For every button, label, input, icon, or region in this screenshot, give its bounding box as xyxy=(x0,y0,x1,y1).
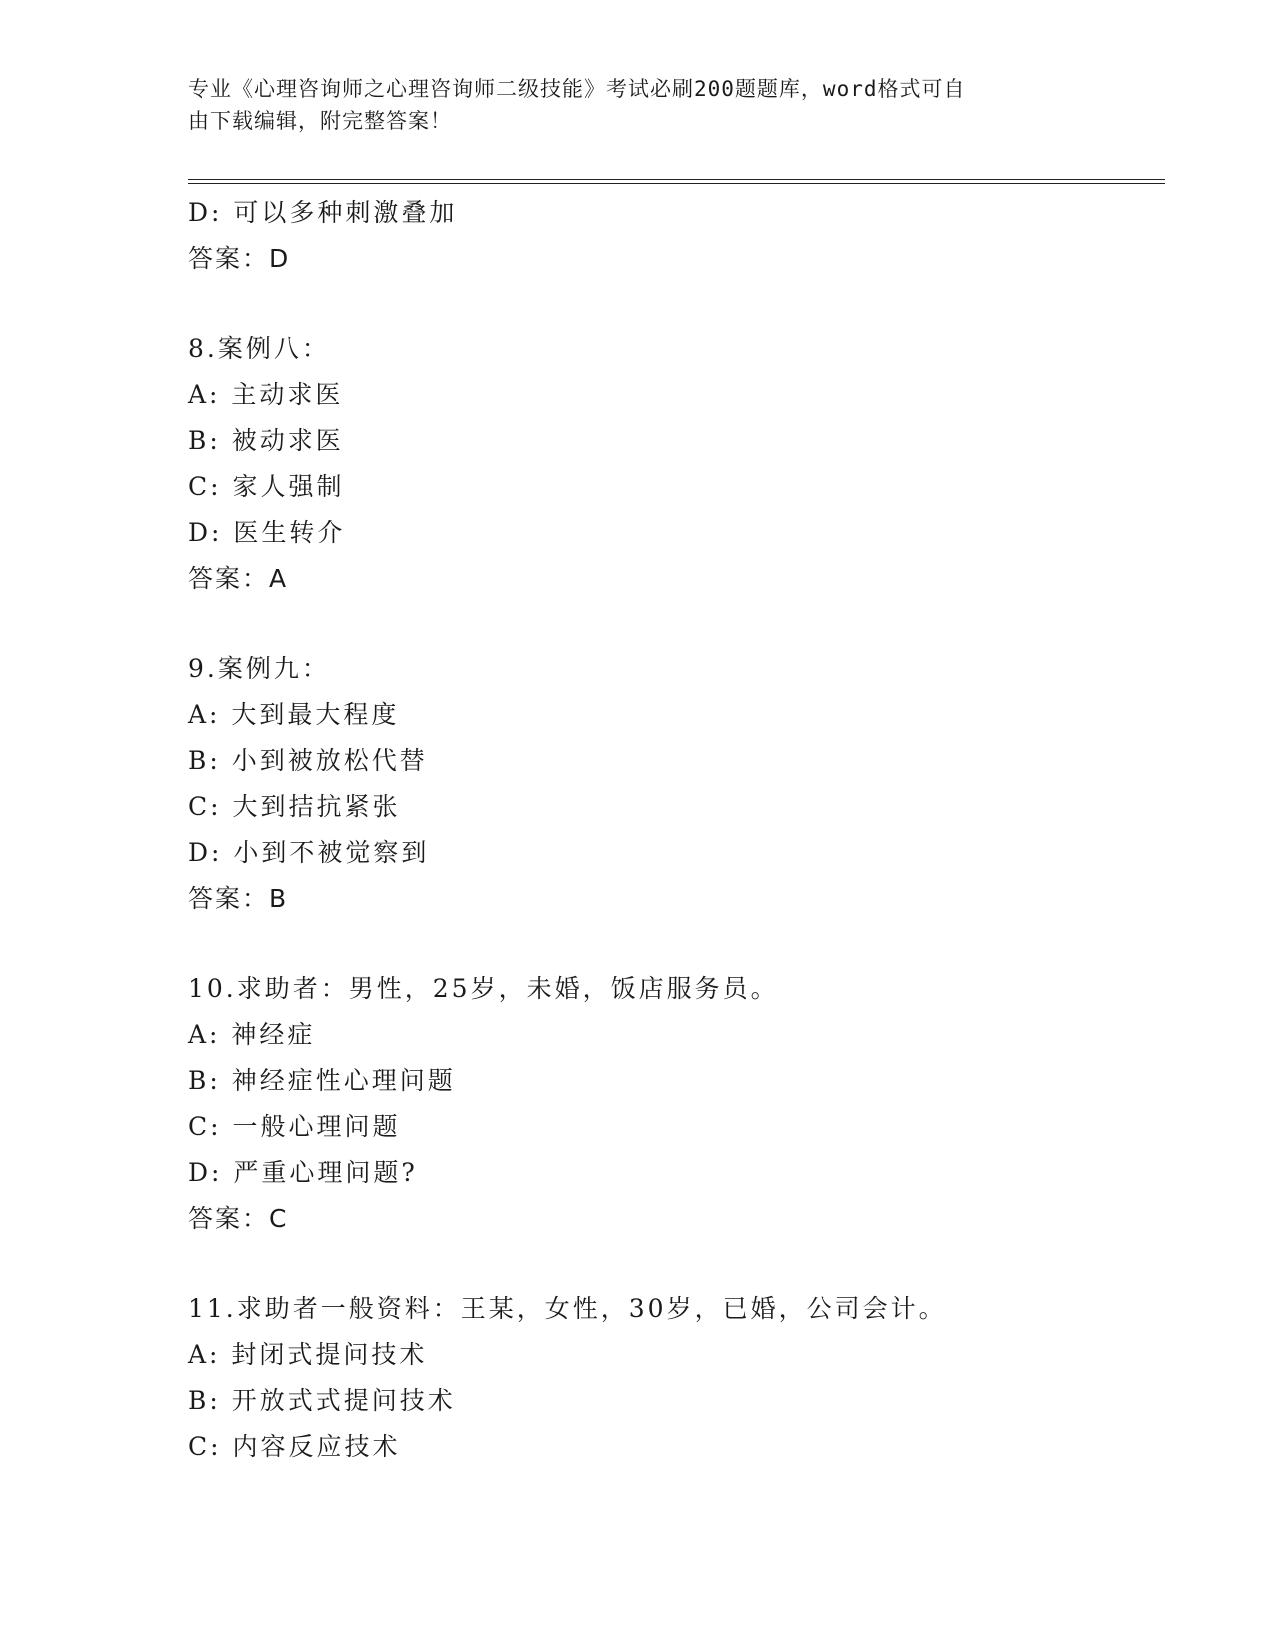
option-c: C: 一般心理问题 xyxy=(188,1112,401,1141)
option-a: A: 封闭式提问技术 xyxy=(188,1340,428,1369)
question-stem: 11.求助者一般资料：王某，女性，30岁，已婚，公司会计。 xyxy=(188,1294,947,1323)
spacer xyxy=(188,922,1165,966)
option-d: D: 小到不被觉察到 xyxy=(188,838,430,867)
spacer xyxy=(188,602,1165,646)
answer: 答案：D xyxy=(188,244,291,273)
option-a: A: 大到最大程度 xyxy=(188,700,400,729)
option-d: D: 严重心理问题? xyxy=(188,1158,418,1187)
question-stem: 8.案例八： xyxy=(188,334,330,363)
option-c: C: 内容反应技术 xyxy=(188,1432,401,1461)
option-c: C: 家人强制 xyxy=(188,472,345,501)
option-d: D: 医生转介 xyxy=(188,518,346,547)
option-b: B: 小到被放松代替 xyxy=(188,746,428,775)
question-stem: 9.案例九： xyxy=(188,654,330,683)
answer: 答案：B xyxy=(188,884,289,913)
option-b: B: 开放式式提问技术 xyxy=(188,1386,456,1415)
option-a: A: 主动求医 xyxy=(188,380,344,409)
header-title-line-1: 专业《心理咨询师之心理咨询师二级技能》考试必刷200题题库，word格式可自 xyxy=(188,77,966,101)
header-title-line-2: 由下载编辑，附完整答案！ xyxy=(188,109,452,133)
option-d: D: 可以多种刺激叠加 xyxy=(188,198,458,227)
option-c: C: 大到拮抗紧张 xyxy=(188,792,401,821)
spacer xyxy=(188,282,1165,326)
spacer xyxy=(188,1242,1165,1286)
header-divider xyxy=(188,179,1165,184)
document-header xyxy=(188,73,1068,137)
answer: 答案：A xyxy=(188,564,289,593)
option-b: B: 神经症性心理问题 xyxy=(188,1066,456,1095)
option-b: B: 被动求医 xyxy=(188,426,344,455)
answer: 答案：C xyxy=(188,1204,289,1233)
option-a: A: 神经症 xyxy=(188,1020,316,1049)
question-list xyxy=(188,190,1165,1470)
question-stem: 10.求助者：男性，25岁，未婚，饭店服务员。 xyxy=(188,974,779,1003)
